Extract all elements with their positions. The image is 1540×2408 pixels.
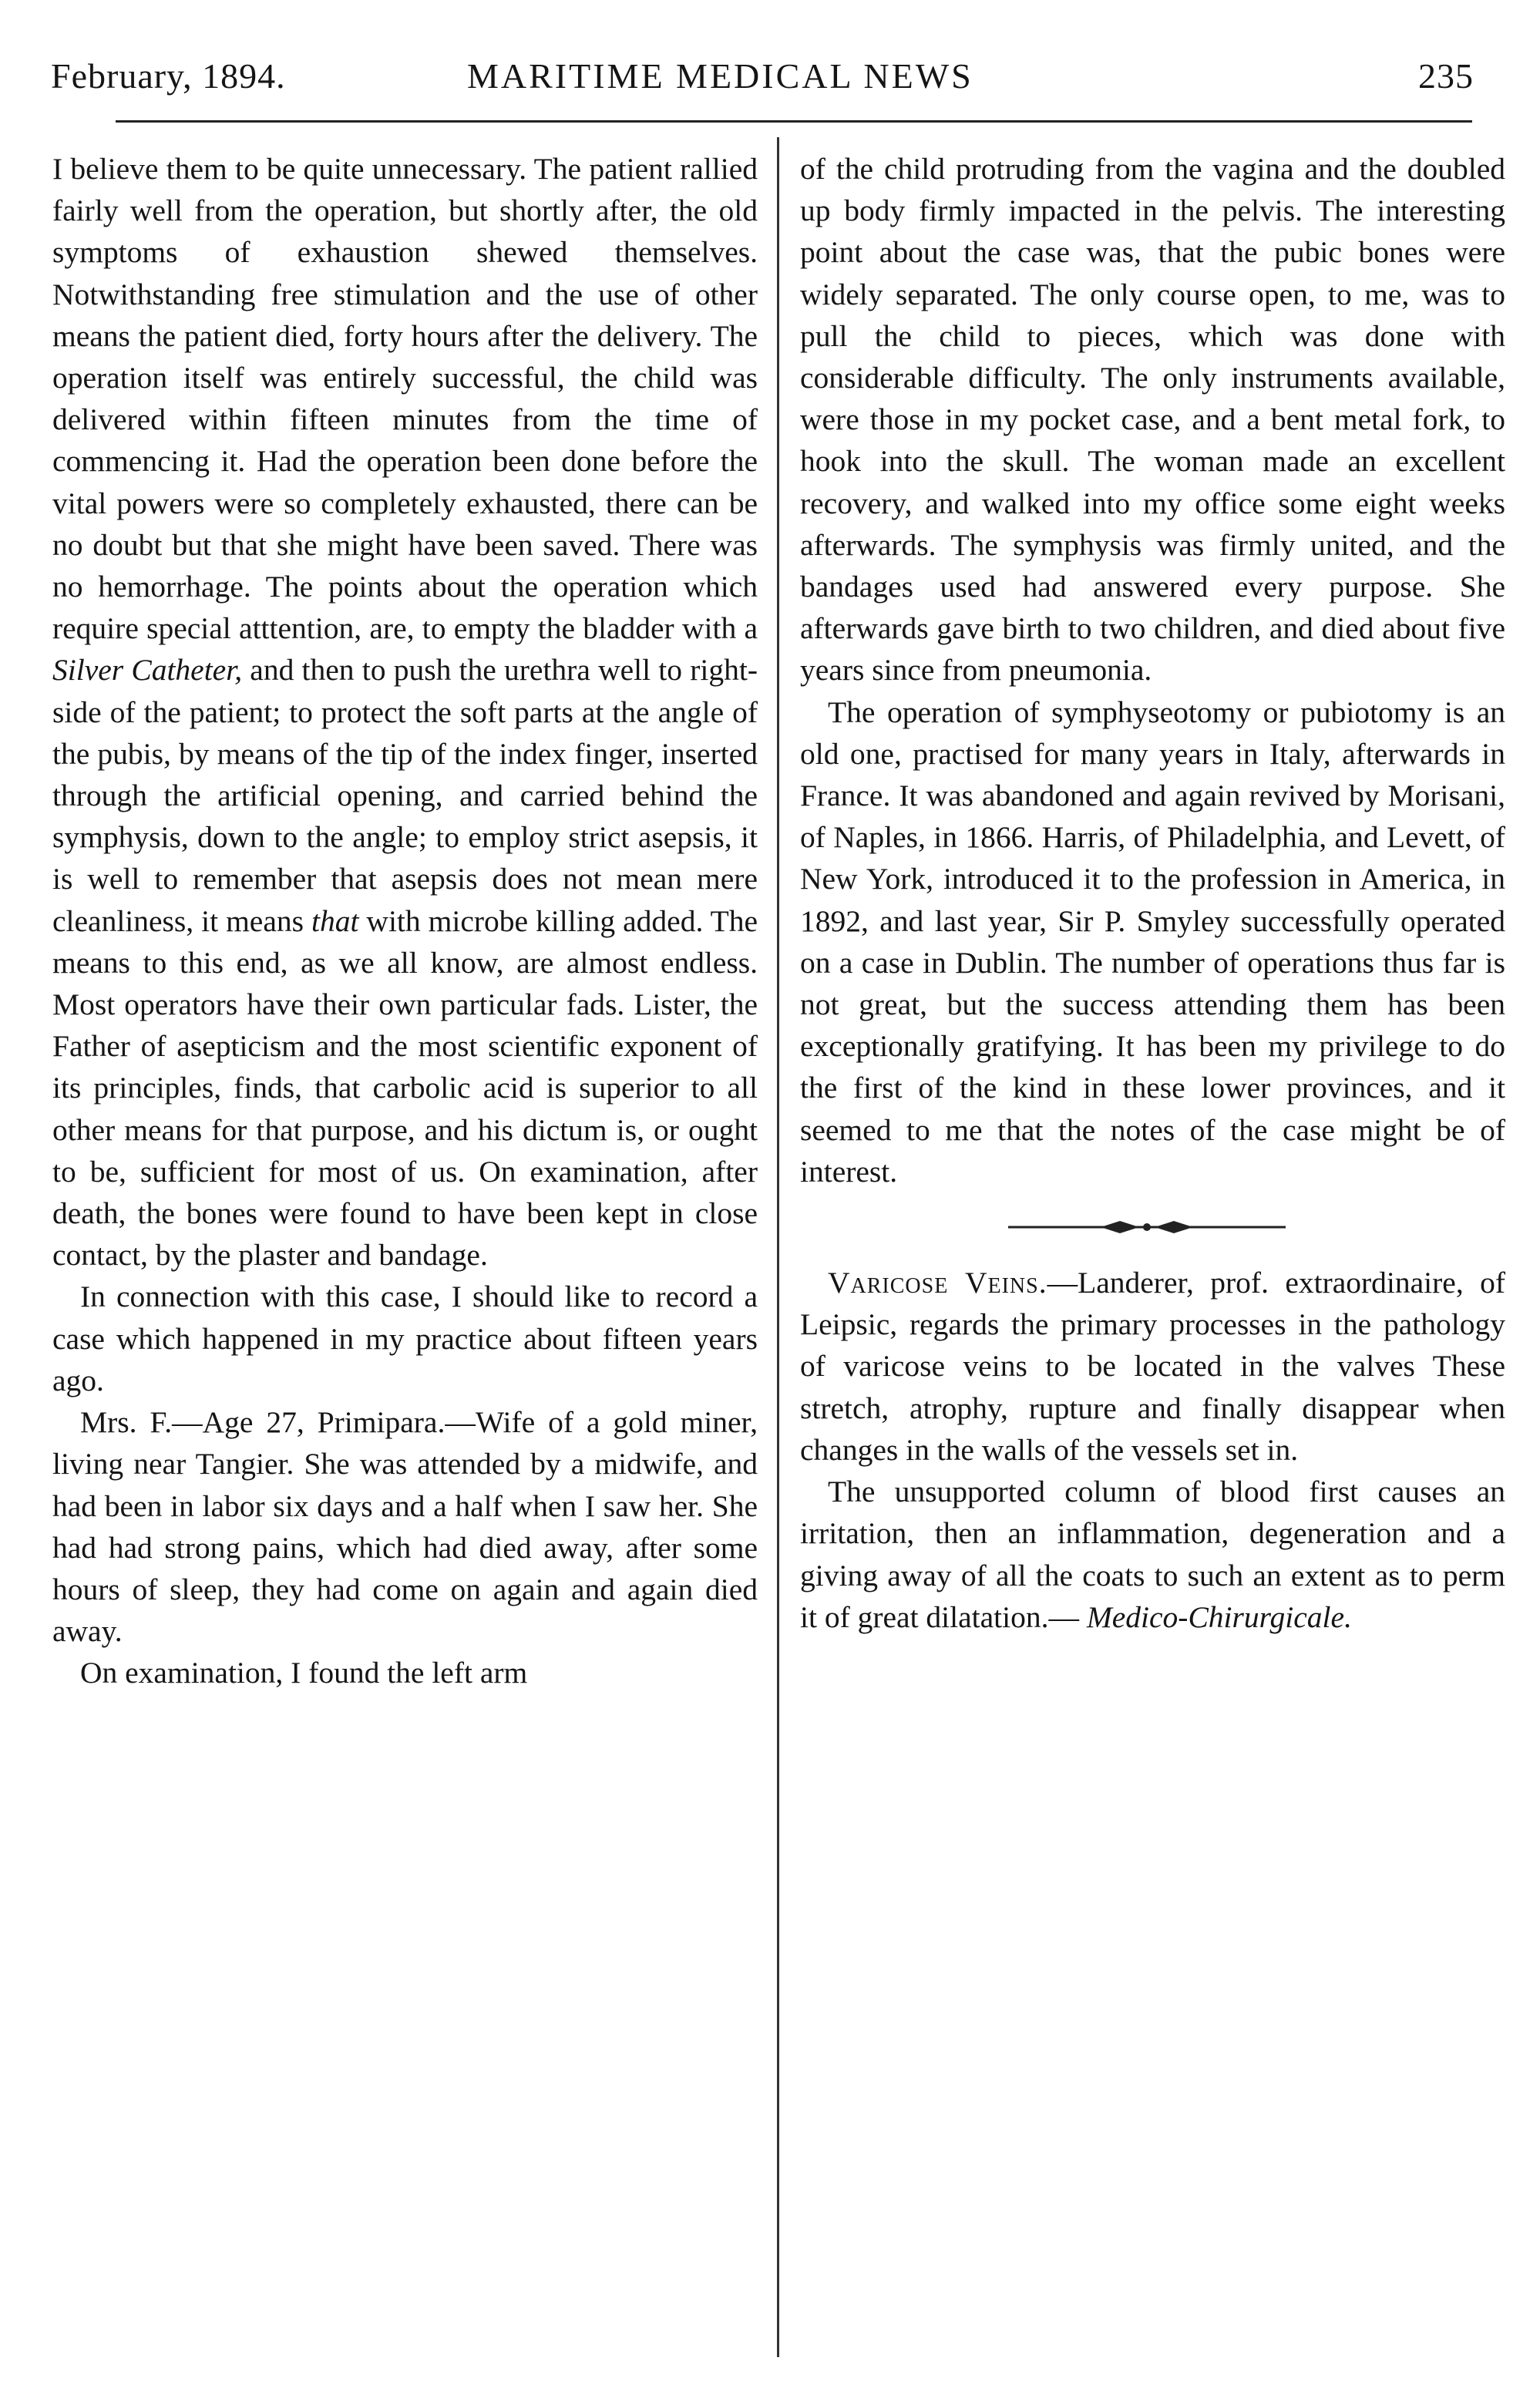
right-paragraph-4 <box>800 1471 1505 1638</box>
left-p1-text-a: I believe them to be quite unnecessary. The patient rallied fairly well from the operation, but shortly after, the old symptoms of exhaustion shewed themselves. Notwithstanding free stimulation and the use of other means the patient died, forty hours after the delivery. The operation itself was entirely successful, the child was delivered within fifteen minutes from the time of commencing it. Had the operation been done before the vital powers were so completely exhausted, there can be no doubt but that she might have been saved. There was no hemorrhage. The points about the operation which require special atttention, are, to empty the bladder with a <box>52 152 758 646</box>
right-p4-text: The unsupported column of blood first causes an irritation, then an inflammation, degeneration and a giving away of all the coats to such an extent as to perm it of great dilatation.— <box>800 1475 1505 1634</box>
right-p3-text: —Landerer, prof. extraordinaire, of Leipsic, regards the primary processes in the pathology of varicose veins to be located in the valves These stretch, atrophy, rupture and finally disappear when changes in the walls of the vessels set in. <box>800 1266 1505 1467</box>
left-column <box>52 148 758 1694</box>
page-header <box>51 55 1474 109</box>
right-column <box>800 148 1505 1638</box>
column-divider-rule <box>777 137 779 2357</box>
section-divider-ornament <box>800 1192 1505 1262</box>
right-paragraph-1: of the child protruding from the vagina and the doubled up body firmly impacted in the pelvis. The interesting point about the case was, that the pubic bones were widely separated. The only course open, to me, was to pull the child to pieces, which was done with considerable difficulty. The only instruments available, were those in my pocket case, and a bent metal fork, to hook into the skull. The woman made an excellent recovery, and walked into my office some eight weeks afterwards. The symphysis was firmly united, and the bandages used had answered every purpose. She afterwards gave birth to two children, and died about five years since from pneumonia. <box>800 152 1505 688</box>
left-p1-italic-catheter: Silver Catheter, <box>52 653 243 688</box>
left-p1-italic-that: that <box>311 903 359 938</box>
left-paragraph-3: Mrs. F.—Age 27, Primipara.—Wife of a gold miner, living near Tangier. She was attended by a midwife, and had been in labor six days and a half when I saw her. She had had strong pains, which had died away, after some hours of sleep, they had come on again and again died away. <box>52 1405 758 1649</box>
left-paragraph-4: On examination, I found the left arm <box>80 1656 528 1690</box>
left-p1-text-b: and then to push the urethra well to right-side of the patient; to protect the soft parts at the angle of the pubis, by means of the tip of the index finger, inserted through the artificial opening, and carried behind the symphysis, down to the angle; to employ strict asepsis, it is well to remember that asepsis does not mean mere cleanliness, it means <box>52 653 758 938</box>
right-paragraph-3 <box>800 1262 1505 1471</box>
header-page-number: 235 <box>1418 56 1474 96</box>
header-date: February, 1894. <box>51 56 286 96</box>
right-paragraph-2: The operation of symphyseotomy or pubiotomy is an old one, practised for many years in Italy, afterwards in France. It was abandoned and again revived by Morisani, of Naples, in 1866. Harris, of Philadelphia, and Levett, of New York, introduced it to the profession in America, in 1892, and last year, Sir P. Smyley successfully operated on a case in Dublin. The number of operations thus far is not great, but the success attending them has been exceptionally gratifying. It has been my privilege to do the first of the kind in these lower provinces, and it seemed to me that the notes of the case might be of interest. <box>800 694 1505 1189</box>
left-paragraph-1 <box>52 148 758 1276</box>
left-p1-text-c: with microbe killing added. The means to this end, as we all know, are almost endless. Most operators have their own particular fads. Lister, the Father of asepticism and the most scientific exponent of its principles, finds, that carbolic acid is superior to all other means for that purpose, and his dictum is, or ought to be, sufficient for most of us. On examination, after death, the bones were found to have been kept in close contact, by the plaster and bandage. <box>52 903 758 1273</box>
left-paragraph-2: In connection with this case, I should like to record a case which happened in my practice about fifteen years ago. <box>52 1280 758 1397</box>
header-journal-title: MARITIME MEDICAL NEWS <box>467 56 973 96</box>
varicose-veins-heading: Varicose Veins. <box>828 1266 1047 1300</box>
source-citation: Medico-Chirurgicale. <box>1086 1599 1352 1634</box>
divider-ornament-icon <box>1008 1208 1286 1246</box>
header-rule <box>116 120 1472 123</box>
